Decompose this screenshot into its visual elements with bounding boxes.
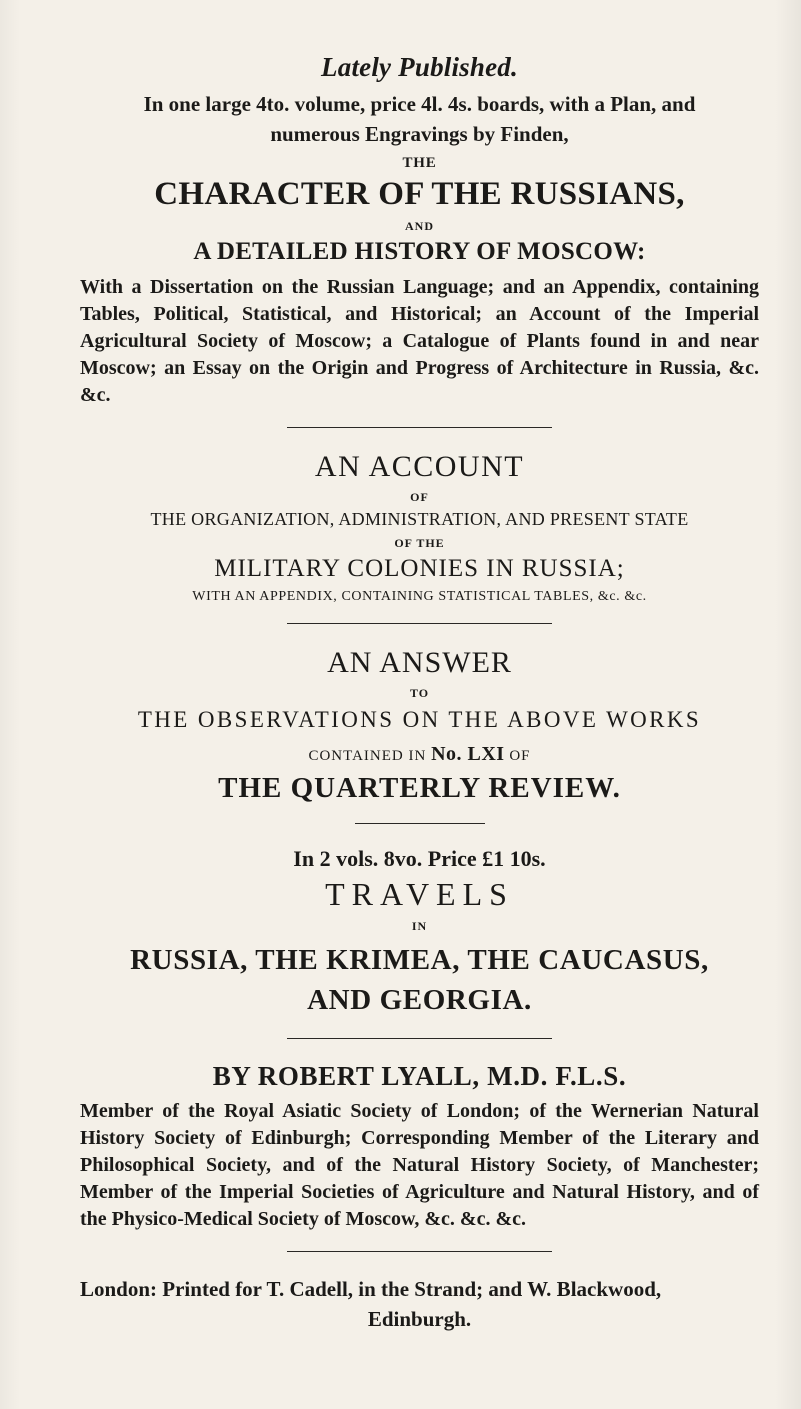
book2-of: OF: [410, 490, 429, 504]
book4-price: In 2 vols. 8vo. Price £1 10s.: [293, 846, 546, 871]
page-heading: Lately Published.: [321, 52, 518, 82]
book2-appendix: WITH AN APPENDIX, CONTAINING STATISTICAL TABLES, &c. &c.: [192, 589, 647, 604]
imprint-line-2: Edinburgh.: [367, 1307, 472, 1331]
book1-and: AND: [405, 219, 434, 233]
book4-subtitle-line-1: RUSSIA, THE KRIMEA, THE CAUCASUS,: [130, 944, 709, 976]
book2-of-the: OF THE: [394, 536, 445, 550]
book2-title: AN ACCOUNT: [314, 450, 525, 483]
imprint: [80, 1274, 759, 1334]
book1-title: CHARACTER OF THE RUSSIANS,: [154, 176, 685, 212]
divider-rule: [287, 623, 552, 624]
book3-to: TO: [409, 686, 430, 700]
book3-contained-suffix: OF: [504, 748, 531, 764]
book1-description: With a Dissertation on the Russian Language; and an Appendix, containing Tables, Political, Statistical, and Historical; an Account of the Imperial Agricultural Society of Moscow; a Catalogue of Plants found in and near Moscow; an Essay on the Origin and Progress of Architecture in Russia, &c. &c.: [80, 276, 759, 406]
book3-contained-prefix: CONTAINED IN: [308, 748, 432, 764]
book4-subtitle-line-2: AND GEORGIA.: [307, 984, 532, 1016]
intro-line-2: numerous Engravings by Finden,: [270, 122, 569, 146]
book4-subtitle: [80, 940, 759, 1020]
book4-in: IN: [411, 919, 428, 933]
author-name: BY ROBERT LYALL, M.D. F.L.S.: [212, 1061, 627, 1091]
book2-title-colonies: MILITARY COLONIES IN RUSSIA;: [214, 555, 625, 582]
divider-rule: [355, 823, 485, 824]
book1-the: THE: [402, 155, 437, 171]
author-credentials: Member of the Royal Asiatic Society of London; of the Wernerian Natural History Society of Edinburgh; Corresponding Member of the Literary and Philosophical Society, and of the Natural History Society, of Manchester; Member of the Imperial Societies of Agriculture and Natural History, and of the Physico-Medical Society of Moscow, &c. &c. &c.: [80, 1100, 759, 1230]
book3-subtitle: THE OBSERVATIONS ON THE ABOVE WORKS: [137, 707, 702, 732]
book3-contained-line: [80, 743, 759, 766]
divider-rule: [287, 1038, 552, 1039]
book2-subtitle: THE ORGANIZATION, ADMINISTRATION, AND PRESENT STATE: [150, 509, 689, 529]
imprint-line-1: London: Printed for T. Cadell, in the Strand; and W. Blackwood,: [80, 1277, 662, 1301]
intro-text: [80, 89, 759, 149]
book3-title: AN ANSWER: [327, 646, 512, 679]
book3-issue-number: No. LXI: [431, 743, 505, 765]
book3-review-title: THE QUARTERLY REVIEW.: [218, 772, 621, 804]
book4-title: TRAVELS: [325, 876, 514, 912]
intro-line-1: In one large 4to. volume, price 4l. 4s. boards, with a Plan, and: [143, 92, 696, 116]
divider-rule: [287, 427, 552, 428]
book1-subtitle: A DETAILED HISTORY OF MOSCOW:: [193, 238, 646, 265]
divider-rule: [287, 1251, 552, 1252]
